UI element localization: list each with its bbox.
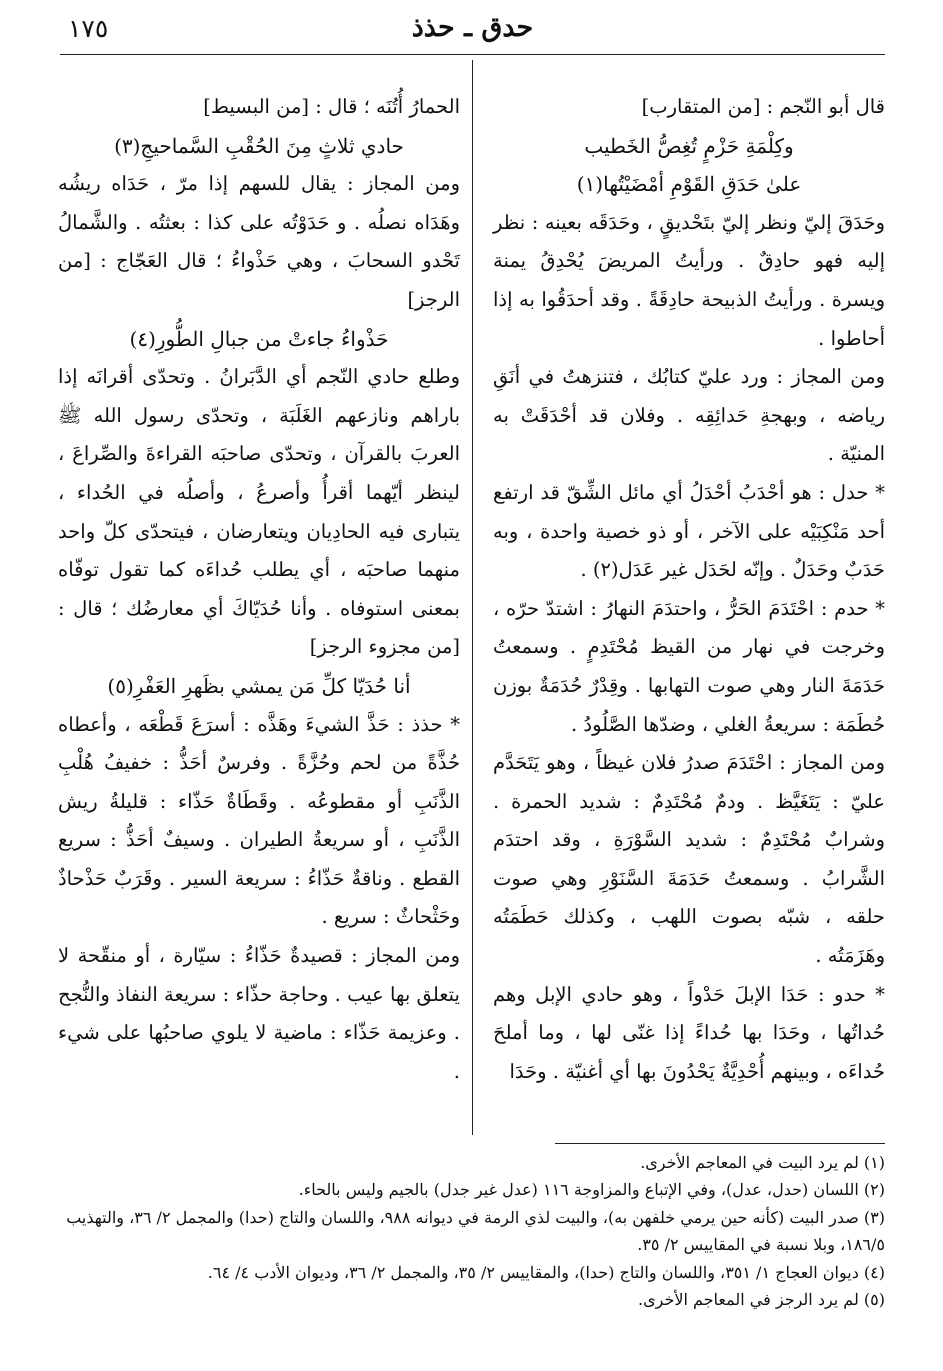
page-number: ١٧٥ bbox=[68, 14, 109, 43]
footnote: (٣) صدر البيت (كأنه حين يرمي خلفهن به)، والبيت لذي الرمة في ديوانه ٩٨٨، واللسان والتاج (حدا) والمجمل ٢/ ٣٦، والتهذيب ١٨٦/٥، وبلا نسبة في المقاييس ٢/ ٣٥. bbox=[66, 1207, 885, 1255]
footnote: (٥) لم يرد الرجز في المعاجم الأخرى. bbox=[638, 1290, 885, 1310]
page-header bbox=[60, 12, 885, 52]
citation-line: قال أبو النّجم : [من المتقارب] bbox=[641, 95, 885, 118]
page-title: حدق ـ حذذ bbox=[411, 12, 534, 43]
footnote-rule bbox=[555, 1143, 885, 1144]
entry-hadw: * حدو : حَدَا الإبلَ حَدْواً ، وهو حادي الإبل وهم حُداتُها ، وحَدَا بها حُداءً إذا غنّى لها ، وما أملحَ حُداءَه ، وبينهم أُحْدِيَّةٌ يَحْدُونَ بها أي أغنيّة . وحَدَا bbox=[493, 982, 885, 1083]
entry-paragraph: ومن المجاز : يقال للسهم إذا مرّ ، حَدَاه ريشُه وهَدَاه نصلُه . و حَدَوْتُه على كذا : بعثتُه . والشَّمالُ تَحْدو السحابَ ، وهي حَذْواءُ ؛ قال العَجّاج : [من الرجز] bbox=[58, 172, 460, 311]
entry-paragraph: الحمارُ أُتُنَه ؛ قال : [من البسيط] bbox=[203, 95, 460, 118]
footnotes bbox=[58, 1149, 885, 1313]
left-column bbox=[58, 88, 460, 1091]
footnote: (١) لم يرد البيت في المعاجم الأخرى. bbox=[640, 1153, 885, 1172]
entry-paragraph: ومن المجاز : ورد عليّ كتابُك ، فتنزهتُ في أنَقِ رياضه ، وبهجةِ حَدائِقِه . وفلان قد أحْدَقَتْ به المنيّة . bbox=[493, 365, 885, 466]
entry-hadm: * حدم : احْتَدَمَ الحَرُّ ، واحتدَمَ النهارُ : اشتدّ حرّه ، وخرجت في نهار من القيظ مُحْتَدِمٍ . وسمعتُ حَدَمَةَ النار وهي صوت التهابها . وقِدْرٌ حُدَمَةٌ بوزن حُطَمَة : سريعةُ الغلي ، وضدّها الصَّلُودُ . bbox=[493, 596, 885, 736]
footnote: (٢) اللسان (حدل، عدل)، وفي الإتباع والمزاوجة ١١٦ (عدل غير جدل) بالجيم وليس بالحاء. bbox=[298, 1180, 885, 1200]
verse-line: أنا حُدَيّا كلِّ مَن يمشي بظَهرِ العَفْرِ(٥) bbox=[107, 673, 411, 698]
entry-paragraph: ومن المجاز : احْتَدَمَ صدرُ فلان غيظاً ، وهو يَتَحَدَّم عليّ : يَتَغَيَّظ . ودمٌ مُحْتَدِمٌ : شديد الحمرة . وشرابٌ مُحْتَدِمٌ : شديد السَّوْرَةِ ، وقد احتدَم الشَّرابُ . وسمعتُ حَدَمَةَ السَّنَوْرِ وهي صوت حلقه ، شبّه بصوت اللهب ، وكذلك حَطَمَتُه وهَزَمَتُه . bbox=[493, 751, 885, 968]
entry-paragraph: وطلع حادي النّجم أي الدَّبَرانُ . وتحدّى أقرانَه إذا باراهم ونازعهم الغَلَبَة ، وتحدّى رسول الله ﷺ العربَ بالقرآن ، وتحدّى صاحبَه القراءةَ والصِّراعَ ، لينظر أيّهما أقرأُ وأصرعُ ، وأصلُه في الحُداء ، يتبارى فيه الحادِيان ويتعارضان ، فيتحدّى كلّ واحد منهما صاحبَه ، أي يطلب حُداءَه كما تقول توفّاه بمعنى استوفاه . وأنا حُدَيّاكَ أي معارضُك ؛ قال : [من مجزوء الرجز] bbox=[58, 365, 460, 659]
verse-line: وكِلْمَةِ حَزْمٍ تُغِصُّ الخَطيب bbox=[584, 133, 794, 158]
verse-line: علىٰ حَدَقِ القَوْمِ أمْضَيْتُها(١) bbox=[576, 172, 802, 197]
verse-line: حَذْواءُ جاءتْ من جبالِ الطُّورِ(٤) bbox=[129, 326, 389, 351]
entry-hadhdh: * حذذ : حَذَّ الشيءَ وهَذَّه : أسرَعَ قَطْعَه ، وأعطاه حُذَّةً من لحم وحُزَّةً . وفرسٌ أحَذُّ : خفيفُ هُلْبِ الذَّنَبِ أو مقطوعُه . وقَطَاةٌ حَذّاء : قليلةُ ريش الذَّنَبِ ، أو سريعةُ الطيران . وسيفٌ أحَذُّ : سريع القطع . وناقةٌ حَذّاءُ : سريعة السير . وقَرَبٌ حَذْحاذٌ وحَثْحاثٌ : سريع . bbox=[58, 712, 460, 929]
entry-paragraph: وحَدَقَ إليّ ونظر إليّ بتَحْديقٍ ، وحَدَقَه بعينه : نظر إليه فهو حادِقٌ . ورأيتُ المريضَ يُحْدِقُ يمنة ويسرة . ورأيتُ الذبيحة حادِقَةً . وقد أحدَقُوا به إذا أحاطوا . bbox=[493, 210, 885, 350]
right-column bbox=[493, 88, 885, 1091]
verse-line: حادي ثلاثٍ مِنَ الحُقْبِ السَّماحيجِ(٣) bbox=[114, 133, 404, 158]
footnote: (٤) ديوان العجاج ١/ ٣٥١، واللسان والتاج (حدا)، والمقاييس ٢/ ٣٥، والمجمل ٢/ ٣٦، وديوان الأدب ٤/ ٦٤. bbox=[207, 1262, 885, 1282]
column-divider bbox=[472, 60, 473, 1135]
header-rule bbox=[60, 54, 885, 55]
entry-paragraph: ومن المجاز : قصيدةٌ حَذّاءُ : سيّارة ، أو منقّحة لا يتعلق بها عيب . وحاجة حذّاء : سريعة النفاذ والنُّجح . وعزيمة حَذّاء : ماضية لا يلوي صاحبُها على شيء . bbox=[58, 944, 460, 1083]
entry-hadl: * حدل : هو أحْدَبُ أحْدَلُ أي مائل الشِّقّ قد ارتفع أحد مَنْكِبَيْه على الآخر ، أو ذو خصية واحدة ، وبه حَدَبٌ وحَدَلٌ . وإنّه لحَدَل غير عَدَل(٢) . bbox=[493, 480, 885, 582]
